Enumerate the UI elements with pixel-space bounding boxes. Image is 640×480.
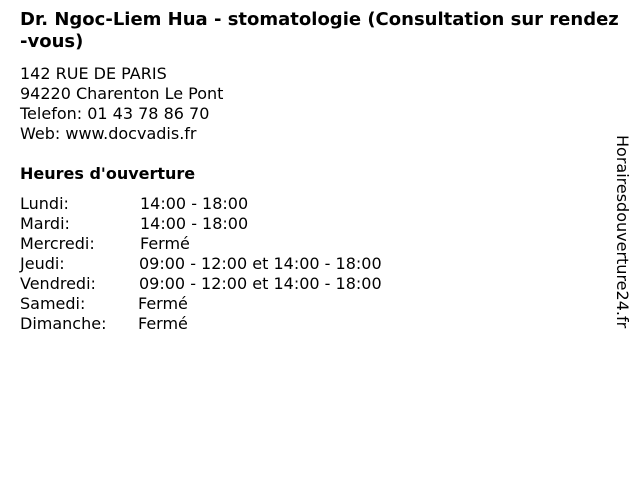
day-label: Mardi: — [20, 214, 70, 233]
time-value: Fermé — [140, 234, 190, 253]
time-value: Fermé — [138, 314, 188, 333]
time-value: Fermé — [138, 294, 188, 313]
city-address: 94220 Charenton Le Pont — [20, 84, 224, 103]
time-value: 14:00 - 18:00 — [140, 194, 249, 213]
address-block — [20, 64, 223, 144]
day-label: Jeudi: — [20, 254, 65, 273]
page-title: Dr. Ngoc-Liem Hua - stomatologie (Consultation sur rendez-vous) — [20, 9, 619, 52]
site-watermark: Horairesdouverture24.fr — [613, 135, 632, 329]
day-label: Samedi: — [20, 294, 86, 313]
time-value: 14:00 - 18:00 — [140, 214, 249, 233]
day-label: Lundi: — [20, 194, 69, 213]
phone-number: Telefon: 01 43 78 86 70 — [20, 104, 210, 123]
time-value: 09:00 - 12:00 et 14:00 - 18:00 — [139, 274, 382, 293]
website: Web: www.docvadis.fr — [20, 124, 197, 143]
time-value: 09:00 - 12:00 et 14:00 - 18:00 — [139, 254, 382, 273]
opening-hours-heading: Heures d'ouverture — [20, 164, 196, 183]
street-address: 142 RUE DE PARIS — [20, 64, 167, 83]
day-label: Mercredi: — [20, 234, 95, 253]
day-label: Vendredi: — [20, 274, 96, 293]
day-label: Dimanche: — [20, 314, 107, 333]
